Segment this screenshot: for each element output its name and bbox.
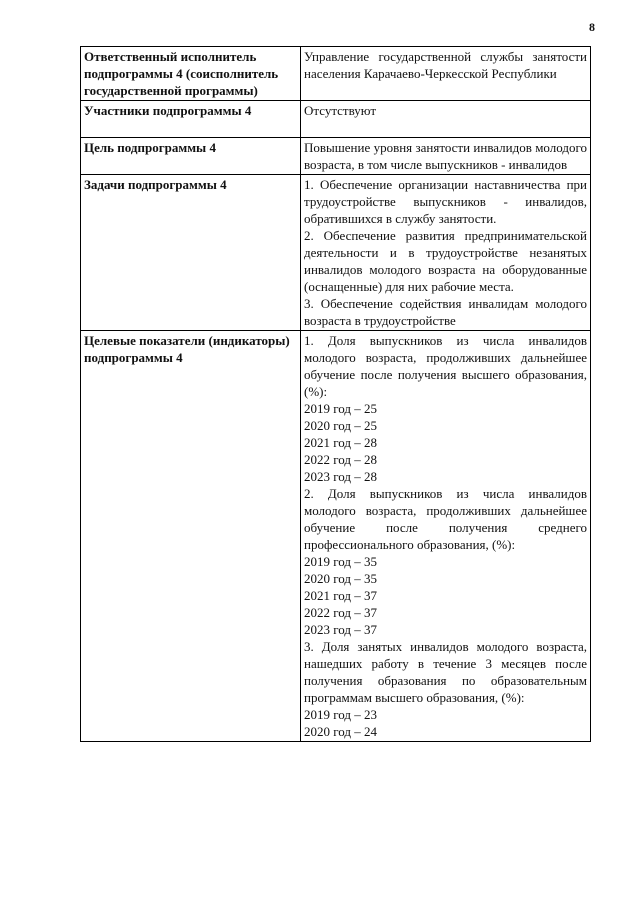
indicator-year-value: 2019 год – 35 bbox=[304, 554, 377, 569]
row-value-responsible: Управление государственной службы занятости населения Карачаево-Черкесской Республики bbox=[301, 47, 591, 101]
row-label-tasks: Задачи подпрограммы 4 bbox=[81, 175, 301, 331]
row-value-tasks bbox=[301, 175, 591, 331]
subprogram-passport-table bbox=[80, 46, 591, 742]
row-value-participants: Отсутствуют bbox=[301, 101, 591, 138]
table-row bbox=[81, 331, 591, 742]
indicator-year-value: 2020 год – 35 bbox=[304, 571, 377, 586]
table-row bbox=[81, 47, 591, 101]
indicator-year-value: 2022 год – 28 bbox=[304, 452, 377, 467]
indicator-title: 3. Доля занятых инвалидов молодого возраста, нашедших работу в течение 3 месяцев после получения образования по образовательным программам высшего образования, (%): bbox=[304, 639, 587, 705]
row-value-indicators bbox=[301, 331, 591, 742]
task-item: 3. Обеспечение содействия инвалидам молодого возраста в трудоустройстве bbox=[304, 296, 587, 328]
row-value-goal: Повышение уровня занятости инвалидов молодого возраста, в том числе выпускников - инвалидов bbox=[301, 138, 591, 175]
indicator-title: 1. Доля выпускников из числа инвалидов молодого возраста, продолживших дальнейшее обучение после получения высшего образования, (%): bbox=[304, 333, 587, 399]
page-number: 8 bbox=[589, 20, 595, 34]
task-item: 1. Обеспечение организации наставничества при трудоустройстве выпускников - инвалидов, обратившихся в службу занятости. bbox=[304, 177, 587, 226]
indicator-year-value: 2021 год – 37 bbox=[304, 588, 377, 603]
indicator-title: 2. Доля выпускников из числа инвалидов молодого возраста, продолживших дальнейшее обучение после получения среднего профессионального образования, (%): bbox=[304, 486, 587, 552]
row-label-indicators: Целевые показатели (индикаторы) подпрограммы 4 bbox=[81, 331, 301, 742]
row-label-goal: Цель подпрограммы 4 bbox=[81, 138, 301, 175]
indicator-year-value: 2023 год – 37 bbox=[304, 622, 377, 637]
indicator-year-value: 2022 год – 37 bbox=[304, 605, 377, 620]
indicator-year-value: 2021 год – 28 bbox=[304, 435, 377, 450]
table-row bbox=[81, 101, 591, 138]
indicator-year-value: 2019 год – 23 bbox=[304, 707, 377, 722]
task-item: 2. Обеспечение развития предпринимательской деятельности и в трудоустройстве незанятых инвалидов молодого возраста на оборудованные (оснащенные) для них рабочие места. bbox=[304, 228, 587, 294]
indicator-year-value: 2023 год – 28 bbox=[304, 469, 377, 484]
indicator-year-value: 2019 год – 25 bbox=[304, 401, 377, 416]
indicator-year-value: 2020 год – 24 bbox=[304, 724, 377, 739]
table-row bbox=[81, 175, 591, 331]
indicator-year-value: 2020 год – 25 bbox=[304, 418, 377, 433]
row-label-responsible: Ответственный исполнитель подпрограммы 4 (соисполнитель государственной программы) bbox=[81, 47, 301, 101]
table-row bbox=[81, 138, 591, 175]
row-label-participants: Участники подпрограммы 4 bbox=[81, 101, 301, 138]
